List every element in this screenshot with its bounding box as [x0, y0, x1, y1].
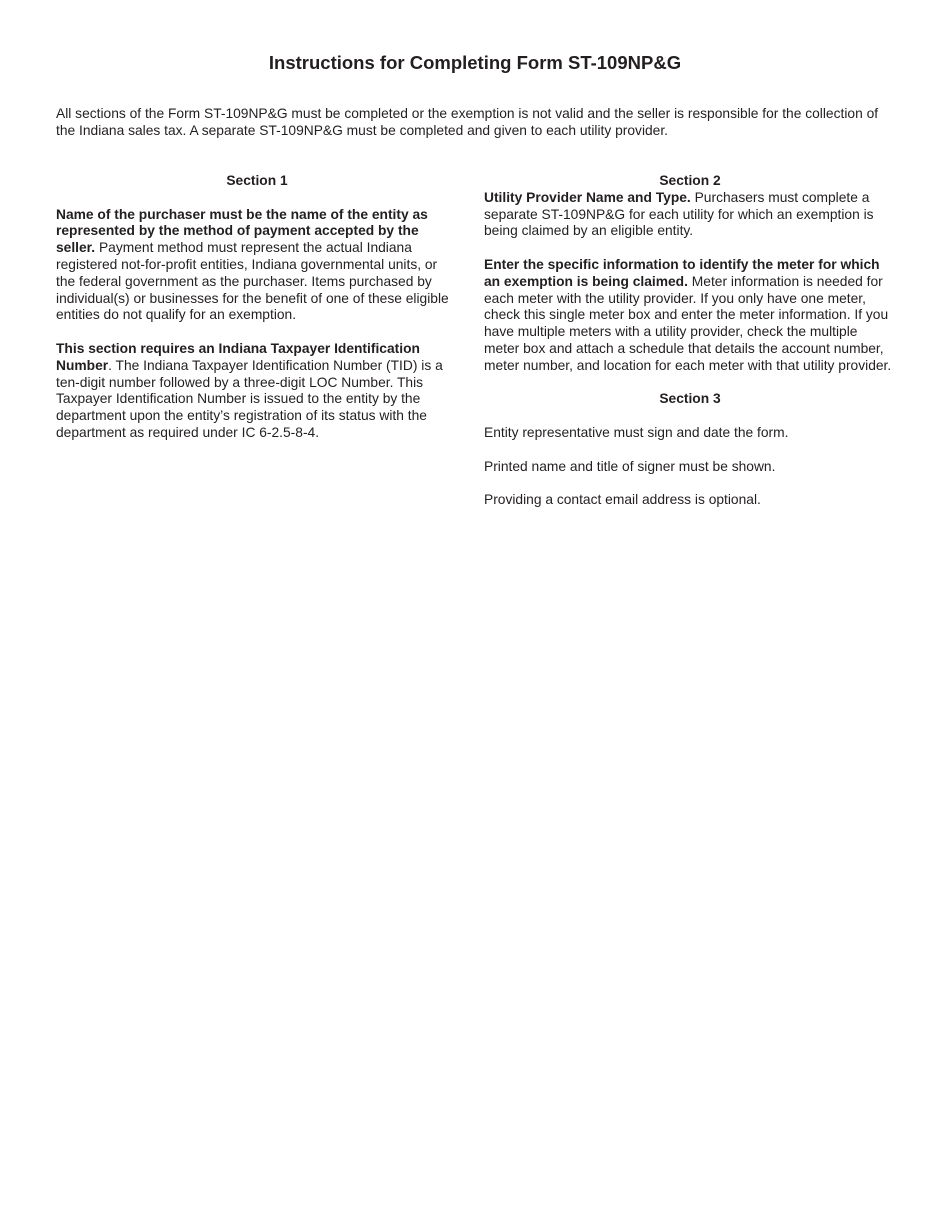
section-1-paragraph-tid — [56, 341, 458, 442]
section-2-paragraph-meter — [484, 257, 896, 375]
page-title: Instructions for Completing Form ST-109NP&G — [268, 52, 682, 73]
section-2-provider-text: Purchasers must complete a separate ST-109NP&G for each utility for which an exemption is being claimed by an eligible entity. — [484, 189, 874, 239]
section-3-sign-date: Entity representative must sign and date the form. — [484, 424, 789, 440]
section-1-tid-bold: This section requires an Indiana Taxpayer Identification Number — [56, 340, 420, 373]
section-1-column — [56, 173, 458, 442]
section-1-purchaser-text: Payment method must represent the actual Indiana registered not-for-profit entities, Indiana governmental units, or the federal government as the purchaser. Items purchased by individual(s) or businesses for the benefit of one of these eligible entities do not qualify for an exemption. — [56, 240, 449, 323]
section-1-tid-text: . The Indiana Taxpayer Identification Number (TID) is a ten-digit number followed by a three-digit LOC Number. This Taxpayer Identification Number is issued to the entity by the department upon the entity’s registration of its status with the department as required under IC 6-2.5-8-4. — [56, 357, 443, 440]
section-1-paragraph-purchaser — [56, 207, 458, 325]
section-3-contact-email: Providing a contact email address is optional. — [484, 492, 761, 508]
section-1-purchaser-bold: Name of the purchaser must be the name of the entity as represented by the method of payment accepted by the seller. — [56, 206, 428, 256]
section-2-meter-bold: Enter the specific information to identify the meter for which an exemption is being claimed. — [484, 256, 880, 289]
section-2-paragraph-provider — [484, 190, 896, 240]
section-1-heading: Section 1 — [226, 173, 288, 188]
intro-paragraph: All sections of the Form ST-109NP&G must be completed or the exemption is not valid and the seller is responsible for the collection of the Indiana sales tax. A separate ST-109NP&G must be completed and given to each utility provider. — [56, 106, 879, 138]
section-2-provider-bold: Utility Provider Name and Type. — [484, 189, 691, 205]
section-3-heading: Section 3 — [659, 391, 721, 407]
section-2-meter-text: Meter information is needed for each meter with the utility provider. If you only have one meter, check this single meter box and enter the meter information. If you have multiple meters with a utility provider, check the multiple meter box and attach a schedule that details the account number, meter number, and location for each meter with that utility provider. — [484, 273, 892, 373]
section-3-printed-name: Printed name and title of signer must be shown. — [484, 458, 776, 474]
section-2-heading: Section 2 — [659, 173, 721, 188]
section-2-3-column — [484, 173, 896, 509]
